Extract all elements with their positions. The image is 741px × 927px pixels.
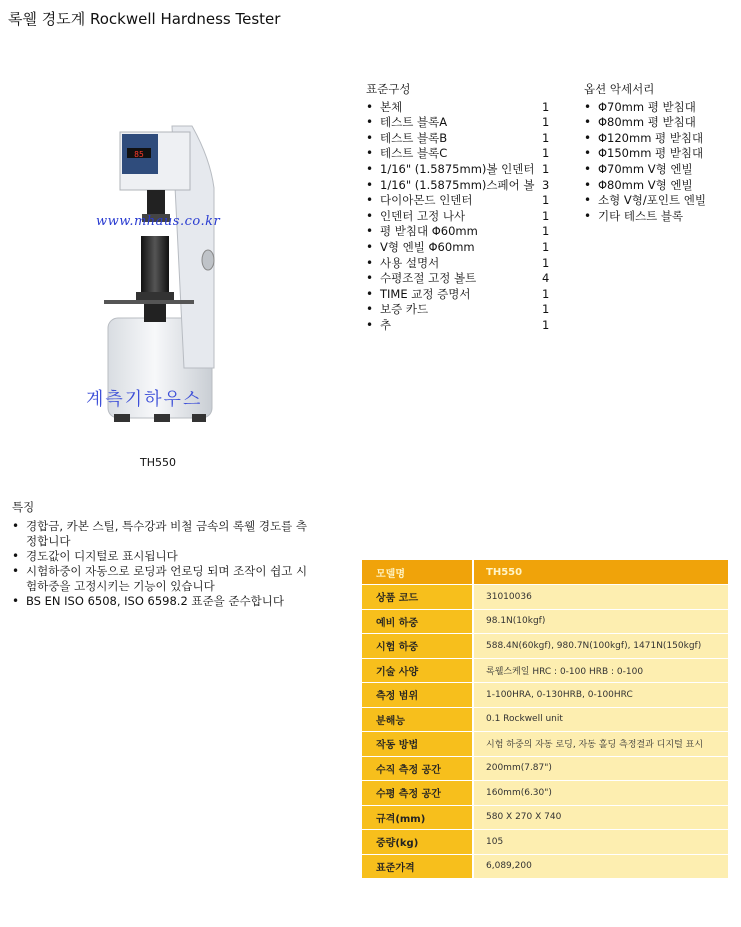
spec-table: [362, 560, 728, 879]
list-item: • BS EN ISO 6508, ISO 6598.2 표준을 준수합니다: [12, 594, 312, 609]
list-item: • 소형 V형/포인트 엔빌: [584, 193, 734, 209]
table-row: [362, 830, 728, 855]
table-row: [362, 854, 728, 879]
spec-value: 6,089,200: [473, 854, 728, 879]
spec-label: 작동 방법: [362, 732, 473, 757]
spec-value: TH550: [473, 560, 728, 585]
spec-label: 분해능: [362, 707, 473, 732]
spec-value: 록웰스케일 HRC : 0-100 HRB : 0-100: [473, 658, 728, 683]
list-item: • 보증 카드 1: [366, 302, 556, 318]
list-item: • 수평조절 고정 볼트 4: [366, 271, 556, 287]
spec-value: 31010036: [473, 585, 728, 610]
list-item: • V형 엔빌 Φ60mm 1: [366, 240, 556, 256]
spec-label: 수직 측정 공간: [362, 756, 473, 781]
spec-value: 160mm(6.30"): [473, 781, 728, 806]
spec-value: 588.4N(60kgf), 980.7N(100kgf), 1471N(150kgf): [473, 634, 728, 659]
spec-value: 200mm(7.87"): [473, 756, 728, 781]
spec-label: 규격(mm): [362, 805, 473, 830]
spec-value: 98.1N(10kgf): [473, 609, 728, 634]
list-item: • Φ80mm V형 엔빌: [584, 178, 734, 194]
list-item: • 평 받침대 Φ60mm 1: [366, 224, 556, 240]
spec-label: 표준가격: [362, 854, 473, 879]
list-item: • 추 1: [366, 318, 556, 334]
spec-label: 기술 사양: [362, 658, 473, 683]
list-item: • 테스트 블록C 1: [366, 146, 556, 162]
table-row: [362, 585, 728, 610]
list-item: • 시험하중이 자동으로 로딩과 언로딩 되며 조작이 쉽고 시험하중을 고정시키는 기능이 있습니다: [12, 564, 312, 594]
features-heading: 특징: [12, 500, 35, 514]
list-item: • 본체 1: [366, 100, 556, 116]
list-item: • 1/16" (1.5875mm)스페어 볼 3: [366, 178, 556, 194]
table-row: [362, 707, 728, 732]
list-item: • 사용 설명서 1: [366, 256, 556, 272]
list-item: • Φ70mm V형 엔빌: [584, 162, 734, 178]
list-item: • Φ70mm 평 받침대: [584, 100, 734, 116]
spec-value: 시험 하중의 자동 로딩, 자동 홀딩 측정결과 디지털 표시: [473, 732, 728, 757]
list-item: • 테스트 블록A 1: [366, 115, 556, 131]
spec-value: 580 X 270 X 740: [473, 805, 728, 830]
table-row: [362, 634, 728, 659]
list-item: • 1/16" (1.5875mm)볼 인덴터 1: [366, 162, 556, 178]
table-row: [362, 609, 728, 634]
model-caption: TH550: [140, 456, 176, 469]
list-item: • Φ120mm 평 받침대: [584, 131, 734, 147]
spec-label: 예비 하중: [362, 609, 473, 634]
list-item: • 경도값이 디지털로 표시됩니다: [12, 549, 312, 564]
spec-label: 모델명: [362, 560, 473, 585]
list-item: • TIME 교정 증명서 1: [366, 287, 556, 303]
display-reading: 85: [134, 150, 144, 159]
list-item: • 다이아몬드 인덴터 1: [366, 193, 556, 209]
standard-heading: 표준구성: [366, 82, 411, 96]
table-header-row: [362, 560, 728, 585]
page-title: 록웰 경도계 Rockwell Hardness Tester: [8, 10, 281, 28]
features: [12, 500, 312, 609]
optional-accessories: [584, 82, 734, 224]
table-row: [362, 732, 728, 757]
options-heading: 옵션 악세서리: [584, 82, 655, 96]
spec-label: 측정 범위: [362, 683, 473, 708]
table-row: [362, 756, 728, 781]
watermark-name: 계측기하우스: [86, 389, 203, 410]
spec-label: 상품 코드: [362, 585, 473, 610]
list-item: • Φ80mm 평 받침대: [584, 115, 734, 131]
list-item: • 테스트 블록B 1: [366, 131, 556, 147]
table-row: [362, 683, 728, 708]
spec-label: 수평 측정 공간: [362, 781, 473, 806]
standard-config: [366, 82, 556, 334]
list-item: • 인덴터 고정 나사 1: [366, 209, 556, 225]
spec-label: 중량(kg): [362, 830, 473, 855]
table-row: [362, 658, 728, 683]
list-item: • Φ150mm 평 받침대: [584, 146, 734, 162]
table-row: [362, 781, 728, 806]
spec-value: 105: [473, 830, 728, 855]
list-item: • 기타 테스트 블록: [584, 209, 734, 225]
watermark-url: www.mhaus.co.kr: [96, 214, 221, 229]
spec-value: 0.1 Rockwell unit: [473, 707, 728, 732]
table-row: [362, 805, 728, 830]
list-item: • 경합금, 카본 스틸, 특수강과 비철 금속의 록웰 경도를 측정합니다: [12, 519, 312, 549]
spec-value: 1-100HRA, 0-130HRB, 0-100HRC: [473, 683, 728, 708]
spec-label: 시험 하중: [362, 634, 473, 659]
